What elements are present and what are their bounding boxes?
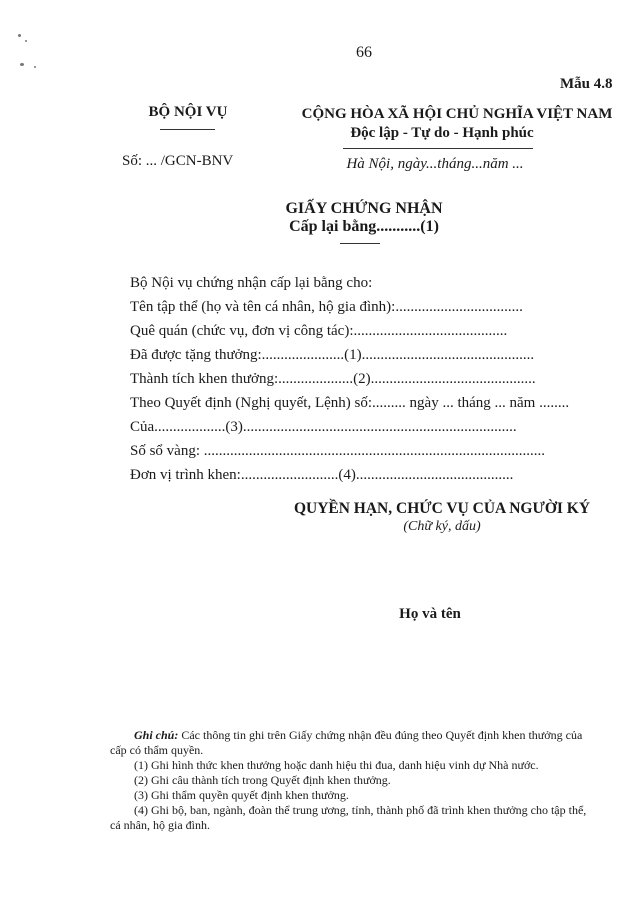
body-line: Theo Quyết định (Nghị quyết, Lệnh) số:......... ngày ... tháng ... năm ........: [130, 395, 570, 411]
notes-intro-text: Các thông tin ghi trên Giấy chứng nhận đều đúng theo Quyết định khen thưởng của: [178, 728, 583, 742]
signer-name: Họ và tên: [399, 606, 461, 622]
place-date: Hà Nội, ngày...tháng...năm ...: [346, 156, 524, 172]
note-item: (1) Ghi hình thức khen thưởng hoặc danh hiệu thi đua, danh hiệu vinh dự Nhà nước.: [134, 758, 539, 772]
body-line: Đơn vị trình khen:..........................(4)..........................................: [130, 467, 514, 483]
note-item-cont: cá nhân, hộ gia đình.: [110, 818, 210, 832]
notes-label: Ghi chú:: [134, 728, 179, 742]
national-title: CỘNG HÒA XÃ HỘI CHỦ NGHĨA VIỆT NAM: [301, 106, 613, 122]
body-line: Bộ Nội vụ chứng nhận cấp lại bằng cho:: [130, 275, 373, 291]
note-item: (4) Ghi bộ, ban, ngành, đoàn thể trung ương, tỉnh, thành phố đã trình khen thưởng cho tập thể,: [134, 803, 587, 817]
body-line: Của...................(3).........................................................................: [130, 419, 517, 435]
page-number: 66: [356, 44, 372, 61]
body-line: Thành tích khen thưởng:....................(2)............................................: [130, 371, 536, 387]
note-item: (3) Ghi thẩm quyền quyết định khen thưởng.: [134, 788, 349, 802]
signer-title: QUYỀN HẠN, CHỨC VỤ CỦA NGƯỜI KÝ: [293, 500, 591, 517]
body-line: Số sổ vàng: ...........................................................................................: [130, 443, 546, 459]
signer-note: (Chữ ký, dấu): [403, 519, 481, 534]
scan-speck: [34, 66, 36, 68]
document-subtitle: Cấp lại bằng...........(1): [289, 218, 439, 235]
scan-speck: [20, 63, 24, 66]
form-code: Mẫu 4.8: [560, 76, 613, 92]
document-number: Số: ... /GCN-BNV: [122, 153, 234, 169]
document-title: GIẤY CHỨNG NHẬN: [285, 200, 443, 217]
scan-speck: [25, 40, 27, 42]
title-underline: [340, 243, 380, 244]
body-line: Tên tập thể (họ và tên cá nhân, hộ gia đình):..................................: [130, 299, 523, 315]
body-line: Đã được tặng thưởng:......................(1)..............................................: [130, 347, 535, 363]
body-line: Quê quán (chức vụ, đơn vị công tác):.........................................: [130, 323, 508, 339]
note-item: (2) Ghi câu thành tích trong Quyết định khen thưởng.: [134, 773, 391, 787]
agency-underline: [160, 129, 215, 130]
national-motto: Độc lập - Tự do - Hạnh phúc: [350, 125, 534, 141]
notes-intro-cont: cấp có thẩm quyền.: [110, 743, 204, 757]
scan-speck: [18, 34, 21, 37]
notes-intro: [134, 728, 582, 743]
agency-name: BỘ NỘI VỤ: [148, 104, 228, 120]
motto-underline: [343, 148, 533, 149]
